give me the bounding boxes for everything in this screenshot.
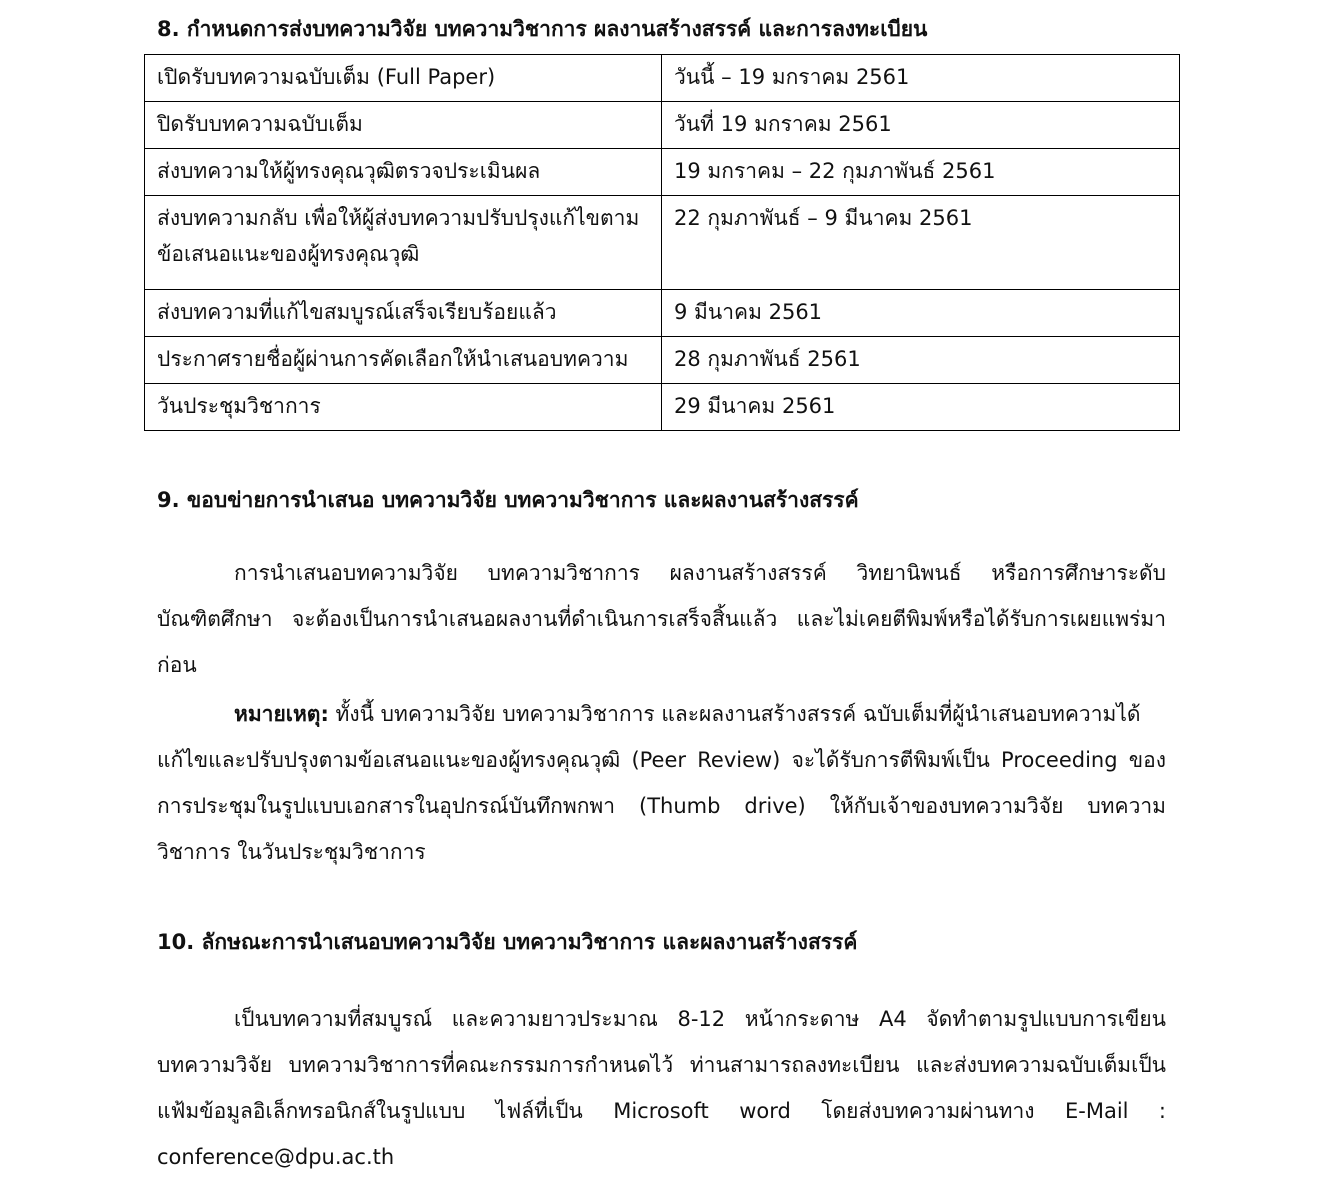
schedule-item-cell xyxy=(145,55,662,102)
table-row xyxy=(145,55,1180,102)
schedule-item-text: ส่งบทความกลับ เพื่อให้ผู้ส่งบทความปรับปรุงแก้ไขตาม xyxy=(157,206,640,230)
note-text: ทั้งนี้ บทความวิจัย บทความวิชาการ และผลงานสร้างสรรค์ ฉบับเต็มที่ผู้นำเสนอบทความได้ xyxy=(328,702,1141,726)
schedule-table xyxy=(144,54,1180,431)
schedule-date-cell: 28 กุมภาพันธ์ 2561 xyxy=(662,337,1180,384)
schedule-date-cell: วันที่ 19 มกราคม 2561 xyxy=(662,102,1180,149)
schedule-item-text: ส่งบทความให้ผู้ทรงคุณวุฒิตรวจประเมินผล xyxy=(157,159,541,183)
table-row xyxy=(145,102,1180,149)
schedule-item-text: ปิดรับบทความฉบับเต็ม xyxy=(157,112,363,136)
email-address: conference@dpu.ac.th xyxy=(157,1145,395,1169)
schedule-item-cell xyxy=(145,149,662,196)
table-row xyxy=(145,290,1180,337)
schedule-date-cell: 29 มีนาคม 2561 xyxy=(662,384,1180,431)
section-9-note xyxy=(157,691,1166,875)
note-label: หมายเหตุ: xyxy=(234,702,329,726)
table-row xyxy=(145,337,1180,384)
schedule-date-cell: วันนี้ – 19 มกราคม 2561 xyxy=(662,55,1180,102)
schedule-date-cell: 19 มกราคม – 22 กุมภาพันธ์ 2561 xyxy=(662,149,1180,196)
schedule-item-cell xyxy=(145,337,662,384)
schedule-item-cell xyxy=(145,384,662,431)
paragraph-line: ก่อน xyxy=(157,653,197,677)
note-first-line xyxy=(157,691,1166,737)
schedule-item-text: วันประชุมวิชาการ xyxy=(157,394,321,418)
note-line: แก้ไขและปรับปรุงตามข้อเสนอแนะของผู้ทรงคุณวุฒิ (Peer Review) จะได้รับการตีพิมพ์เป็น Proceeding ของ xyxy=(157,748,1166,772)
schedule-item-text: ส่งบทความที่แก้ไขสมบูรณ์เสร็จเรียบร้อยแล้ว xyxy=(157,300,557,324)
section-9-paragraph xyxy=(157,550,1166,688)
paragraph-line: บทความวิจัย บทความวิชาการที่คณะกรรมการกำหนดไว้ ท่านสามารถลงทะเบียน และส่งบทความฉบับเต็มเป็น xyxy=(157,1053,1166,1077)
schedule-item-cell xyxy=(145,102,662,149)
table-row xyxy=(145,384,1180,431)
schedule-item-cell xyxy=(145,290,662,337)
paragraph-line: การนำเสนอบทความวิจัย บทความวิชาการ ผลงานสร้างสรรค์ วิทยานิพนธ์ หรือการศึกษาระดับ xyxy=(234,561,1166,585)
paragraph-line: แฟ้มข้อมูลอิเล็กทรอนิกส์ในรูปแบบ ไฟล์ที่เป็น Microsoft word โดยส่งบทความผ่านทาง E-Mail : xyxy=(157,1099,1166,1123)
paragraph-line: เป็นบทความที่สมบูรณ์ และความยาวประมาณ 8-12 หน้ากระดาษ A4 จัดทำตามรูปแบบการเขียน xyxy=(234,1007,1166,1031)
schedule-item-text: ข้อเสนอแนะของผู้ทรงคุณวุฒิ xyxy=(157,242,420,266)
table-row xyxy=(145,196,1180,290)
section-10-heading: 10. ลักษณะการนำเสนอบทความวิจัย บทความวิชาการ และผลงานสร้างสรรค์ xyxy=(157,930,858,954)
schedule-item-text: เปิดรับบทความฉบับเต็ม (Full Paper) xyxy=(157,65,496,89)
note-line: การประชุมในรูปแบบเอกสารในอุปกรณ์บันทึกพกพา (Thumb drive) ให้กับเจ้าของบทความวิจัย บทความ xyxy=(157,794,1166,818)
schedule-date-cell: 22 กุมภาพันธ์ – 9 มีนาคม 2561 xyxy=(662,196,1180,290)
section-8-heading: 8. กำหนดการส่งบทความวิจัย บทความวิชาการ ผลงานสร้างสรรค์ และการลงทะเบียน xyxy=(157,17,928,41)
section-10-paragraph xyxy=(157,996,1166,1180)
section-9-heading: 9. ขอบข่ายการนำเสนอ บทความวิจัย บทความวิชาการ และผลงานสร้างสรรค์ xyxy=(157,488,859,512)
paragraph-line: บัณฑิตศึกษา จะต้องเป็นการนำเสนอผลงานที่ดำเนินการเสร็จสิ้นแล้ว และไม่เคยตีพิมพ์หรือได้รับการเผยแพร่มา xyxy=(157,607,1166,631)
table-row xyxy=(145,149,1180,196)
schedule-item-text: ประกาศรายชื่อผู้ผ่านการคัดเลือกให้นำเสนอบทความ xyxy=(157,347,629,371)
schedule-item-cell xyxy=(145,196,662,290)
note-line: วิชาการ ในวันประชุมวิชาการ xyxy=(157,840,426,864)
schedule-date-cell: 9 มีนาคม 2561 xyxy=(662,290,1180,337)
